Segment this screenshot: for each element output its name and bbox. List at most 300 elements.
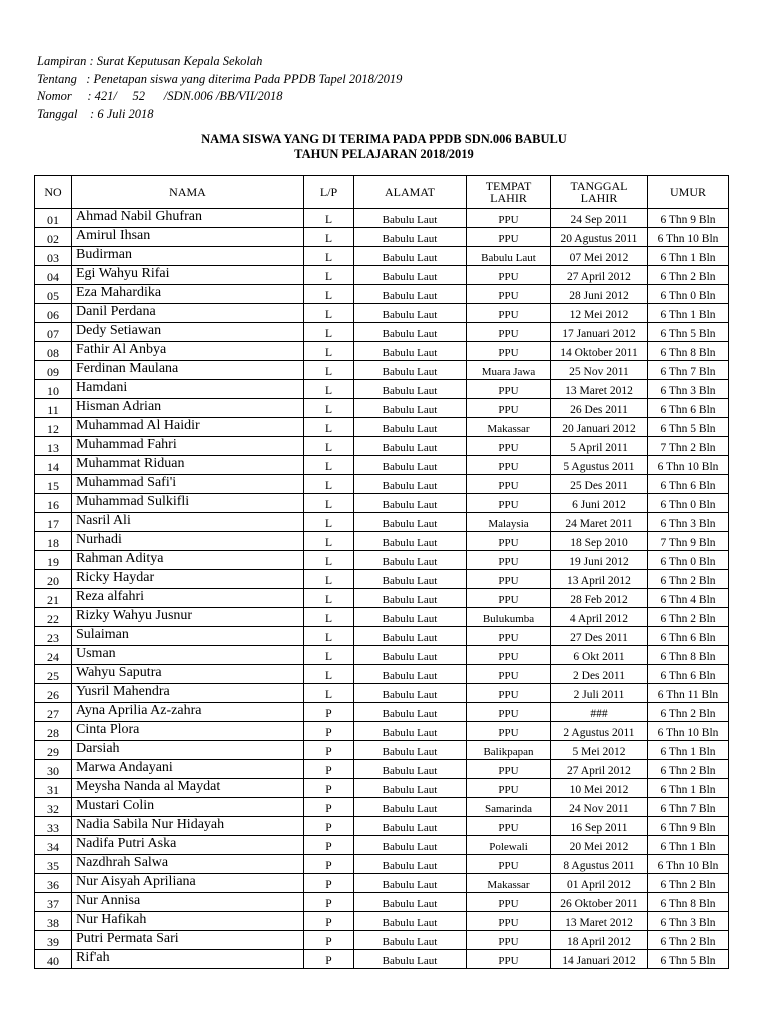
- student-age: 6 Thn 9 Bln: [648, 209, 729, 228]
- student-birthplace: Balikpapan: [467, 741, 551, 760]
- student-birthplace: PPU: [467, 323, 551, 342]
- student-address: Babulu Laut: [354, 684, 467, 703]
- table-row: [35, 855, 729, 874]
- student-gender: L: [304, 684, 354, 703]
- student-name: Nurhadi: [72, 532, 304, 551]
- student-address: Babulu Laut: [354, 779, 467, 798]
- student-birthdate: 24 Nov 2011: [551, 798, 648, 817]
- table-row: [35, 494, 729, 513]
- tanggal-line: Tanggal : 6 Juli 2018: [37, 106, 154, 121]
- header-lp: L/P: [304, 176, 354, 209]
- student-birthplace: PPU: [467, 760, 551, 779]
- table-row: [35, 285, 729, 304]
- student-age: 6 Thn 8 Bln: [648, 893, 729, 912]
- student-age: 6 Thn 2 Bln: [648, 703, 729, 722]
- student-no: 12: [35, 418, 72, 437]
- table-row: [35, 760, 729, 779]
- student-name: Wahyu Saputra: [72, 665, 304, 684]
- student-name: Muhammat Riduan: [72, 456, 304, 475]
- student-age: 6 Thn 2 Bln: [648, 570, 729, 589]
- student-address: Babulu Laut: [354, 266, 467, 285]
- student-gender: L: [304, 285, 354, 304]
- student-age: 6 Thn 1 Bln: [648, 304, 729, 323]
- student-birthdate: 18 Sep 2010: [551, 532, 648, 551]
- student-address: Babulu Laut: [354, 247, 467, 266]
- student-age: 6 Thn 3 Bln: [648, 380, 729, 399]
- student-gender: L: [304, 266, 354, 285]
- student-age: 7 Thn 9 Bln: [648, 532, 729, 551]
- student-no: 06: [35, 304, 72, 323]
- student-no: 02: [35, 228, 72, 247]
- student-birthdate: 2 Juli 2011: [551, 684, 648, 703]
- student-age: 6 Thn 6 Bln: [648, 627, 729, 646]
- student-name: Sulaiman: [72, 627, 304, 646]
- student-name: Ahmad Nabil Ghufran: [72, 209, 304, 228]
- student-address: Babulu Laut: [354, 399, 467, 418]
- student-age: 6 Thn 4 Bln: [648, 589, 729, 608]
- student-no: 11: [35, 399, 72, 418]
- student-birthdate: 01 April 2012: [551, 874, 648, 893]
- student-birthplace: PPU: [467, 912, 551, 931]
- student-no: 09: [35, 361, 72, 380]
- student-birthplace: PPU: [467, 627, 551, 646]
- student-address: Babulu Laut: [354, 380, 467, 399]
- table-row: [35, 912, 729, 931]
- student-no: 33: [35, 817, 72, 836]
- student-age: 6 Thn 1 Bln: [648, 779, 729, 798]
- table-row: [35, 323, 729, 342]
- student-address: Babulu Laut: [354, 551, 467, 570]
- table-row: [35, 437, 729, 456]
- nomor-line: Nomor : 421/ 52 /SDN.006 /BB/VII/2018: [37, 89, 283, 103]
- header-tanggal-lahir-line2: LAHIR: [580, 191, 618, 205]
- student-age: 6 Thn 8 Bln: [648, 342, 729, 361]
- student-name: Reza alfahri: [72, 589, 304, 608]
- table-row: [35, 893, 729, 912]
- student-no: 15: [35, 475, 72, 494]
- student-name: Nur Annisa: [72, 893, 304, 912]
- student-gender: L: [304, 342, 354, 361]
- student-name: Hamdani: [72, 380, 304, 399]
- student-address: Babulu Laut: [354, 475, 467, 494]
- student-age: 6 Thn 6 Bln: [648, 665, 729, 684]
- student-address: Babulu Laut: [354, 931, 467, 950]
- student-address: Babulu Laut: [354, 532, 467, 551]
- student-address: Babulu Laut: [354, 456, 467, 475]
- student-name: Muhammad Sulkifli: [72, 494, 304, 513]
- table-row: [35, 361, 729, 380]
- student-name: Meysha Nanda al Maydat: [72, 779, 304, 798]
- student-no: 07: [35, 323, 72, 342]
- student-no: 40: [35, 950, 72, 969]
- student-age: 6 Thn 10 Bln: [648, 855, 729, 874]
- student-no: 24: [35, 646, 72, 665]
- student-gender: L: [304, 532, 354, 551]
- student-birthdate: 5 Mei 2012: [551, 741, 648, 760]
- student-gender: P: [304, 741, 354, 760]
- document-header: [37, 53, 402, 123]
- tentang-line: Tentang : Penetapan siswa yang diterima Pada PPDB Tapel 2018/2019: [37, 71, 403, 86]
- student-name: Nadia Sabila Nur Hidayah: [72, 817, 304, 836]
- student-birthplace: Makassar: [467, 874, 551, 893]
- student-birthplace: PPU: [467, 684, 551, 703]
- student-birthplace: Polewali: [467, 836, 551, 855]
- student-gender: P: [304, 855, 354, 874]
- student-age: 6 Thn 10 Bln: [648, 456, 729, 475]
- student-no: 01: [35, 209, 72, 228]
- student-birthdate: 28 Juni 2012: [551, 285, 648, 304]
- student-address: Babulu Laut: [354, 893, 467, 912]
- student-no: 26: [35, 684, 72, 703]
- student-name: Ayna Aprilia Az-zahra: [72, 703, 304, 722]
- student-birthdate: 26 Oktober 2011: [551, 893, 648, 912]
- student-age: 6 Thn 3 Bln: [648, 912, 729, 931]
- student-birthplace: PPU: [467, 285, 551, 304]
- student-address: Babulu Laut: [354, 304, 467, 323]
- student-name: Budirman: [72, 247, 304, 266]
- student-birthplace: Muara Jawa: [467, 361, 551, 380]
- student-no: 21: [35, 589, 72, 608]
- student-age: 6 Thn 5 Bln: [648, 323, 729, 342]
- student-birthplace: PPU: [467, 399, 551, 418]
- table-row: [35, 627, 729, 646]
- student-age: 6 Thn 1 Bln: [648, 247, 729, 266]
- student-birthplace: PPU: [467, 266, 551, 285]
- student-birthplace: PPU: [467, 855, 551, 874]
- student-name: Darsiah: [72, 741, 304, 760]
- header-tempat-lahir: [467, 176, 551, 209]
- student-no: 29: [35, 741, 72, 760]
- student-age: 6 Thn 7 Bln: [648, 361, 729, 380]
- student-address: Babulu Laut: [354, 323, 467, 342]
- student-birthdate: 13 April 2012: [551, 570, 648, 589]
- student-address: Babulu Laut: [354, 741, 467, 760]
- student-age: 6 Thn 10 Bln: [648, 228, 729, 247]
- student-gender: P: [304, 703, 354, 722]
- student-address: Babulu Laut: [354, 817, 467, 836]
- table-row: [35, 684, 729, 703]
- student-birthdate: 24 Maret 2011: [551, 513, 648, 532]
- student-birthdate: 27 Des 2011: [551, 627, 648, 646]
- student-birthplace: PPU: [467, 950, 551, 969]
- document-subtitle: TAHUN PELAJARAN 2018/2019: [294, 147, 474, 161]
- student-no: 32: [35, 798, 72, 817]
- student-birthplace: Babulu Laut: [467, 247, 551, 266]
- student-name: Rif'ah: [72, 950, 304, 969]
- table-row: [35, 228, 729, 247]
- student-gender: L: [304, 665, 354, 684]
- student-no: 35: [35, 855, 72, 874]
- student-name: Nazdhrah Salwa: [72, 855, 304, 874]
- student-no: 10: [35, 380, 72, 399]
- table-row: [35, 304, 729, 323]
- student-address: Babulu Laut: [354, 627, 467, 646]
- student-address: Babulu Laut: [354, 418, 467, 437]
- student-birthdate: 8 Agustus 2011: [551, 855, 648, 874]
- student-name: Usman: [72, 646, 304, 665]
- student-no: 37: [35, 893, 72, 912]
- student-birthdate: 25 Nov 2011: [551, 361, 648, 380]
- header-alamat: ALAMAT: [354, 176, 467, 209]
- table-row: [35, 209, 729, 228]
- student-table: [34, 175, 729, 969]
- student-gender: L: [304, 551, 354, 570]
- student-gender: P: [304, 817, 354, 836]
- student-gender: P: [304, 779, 354, 798]
- student-birthdate: 25 Des 2011: [551, 475, 648, 494]
- student-birthdate: 5 Agustus 2011: [551, 456, 648, 475]
- student-birthdate: 18 April 2012: [551, 931, 648, 950]
- student-no: 03: [35, 247, 72, 266]
- student-name: Fathir Al Anbya: [72, 342, 304, 361]
- student-address: Babulu Laut: [354, 703, 467, 722]
- student-birthplace: Makassar: [467, 418, 551, 437]
- student-gender: P: [304, 836, 354, 855]
- student-address: Babulu Laut: [354, 361, 467, 380]
- student-name: Danil Perdana: [72, 304, 304, 323]
- student-gender: L: [304, 646, 354, 665]
- student-name: Egi Wahyu Rifai: [72, 266, 304, 285]
- student-name: Mustari Colin: [72, 798, 304, 817]
- student-age: 6 Thn 5 Bln: [648, 950, 729, 969]
- student-birthdate: 20 Agustus 2011: [551, 228, 648, 247]
- student-gender: L: [304, 456, 354, 475]
- table-row: [35, 418, 729, 437]
- table-row: [35, 608, 729, 627]
- student-birthdate: 6 Okt 2011: [551, 646, 648, 665]
- student-birthplace: PPU: [467, 228, 551, 247]
- student-gender: L: [304, 380, 354, 399]
- student-birthdate: 07 Mei 2012: [551, 247, 648, 266]
- student-birthdate: ###: [551, 703, 648, 722]
- student-no: 14: [35, 456, 72, 475]
- table-row: [35, 779, 729, 798]
- table-row: [35, 532, 729, 551]
- table-row: [35, 665, 729, 684]
- table-row: [35, 646, 729, 665]
- student-gender: L: [304, 323, 354, 342]
- student-no: 08: [35, 342, 72, 361]
- student-age: 6 Thn 0 Bln: [648, 551, 729, 570]
- header-no: NO: [35, 176, 72, 209]
- student-birthdate: 20 Januari 2012: [551, 418, 648, 437]
- student-birthdate: 12 Mei 2012: [551, 304, 648, 323]
- student-age: 6 Thn 2 Bln: [648, 608, 729, 627]
- student-birthdate: 10 Mei 2012: [551, 779, 648, 798]
- student-birthplace: PPU: [467, 209, 551, 228]
- table-header-row: [35, 176, 729, 209]
- student-birthplace: PPU: [467, 817, 551, 836]
- student-address: Babulu Laut: [354, 494, 467, 513]
- student-birthdate: 2 Des 2011: [551, 665, 648, 684]
- student-name: Cinta Plora: [72, 722, 304, 741]
- student-name: Nur Aisyah Apriliana: [72, 874, 304, 893]
- student-address: Babulu Laut: [354, 228, 467, 247]
- table-row: [35, 513, 729, 532]
- student-address: Babulu Laut: [354, 589, 467, 608]
- student-no: 18: [35, 532, 72, 551]
- student-birthplace: PPU: [467, 342, 551, 361]
- student-birthdate: 27 April 2012: [551, 760, 648, 779]
- student-birthdate: 28 Feb 2012: [551, 589, 648, 608]
- student-birthdate: 24 Sep 2011: [551, 209, 648, 228]
- student-age: 6 Thn 0 Bln: [648, 285, 729, 304]
- student-age: 6 Thn 3 Bln: [648, 513, 729, 532]
- student-age: 6 Thn 9 Bln: [648, 817, 729, 836]
- student-birthdate: 4 April 2012: [551, 608, 648, 627]
- student-gender: P: [304, 874, 354, 893]
- student-age: 6 Thn 6 Bln: [648, 475, 729, 494]
- student-no: 36: [35, 874, 72, 893]
- student-age: 6 Thn 6 Bln: [648, 399, 729, 418]
- student-name: Ferdinan Maulana: [72, 361, 304, 380]
- student-gender: P: [304, 798, 354, 817]
- student-no: 05: [35, 285, 72, 304]
- student-gender: P: [304, 893, 354, 912]
- student-birthplace: PPU: [467, 570, 551, 589]
- student-gender: L: [304, 361, 354, 380]
- table-row: [35, 741, 729, 760]
- student-no: 34: [35, 836, 72, 855]
- student-birthdate: 26 Des 2011: [551, 399, 648, 418]
- student-birthplace: PPU: [467, 304, 551, 323]
- student-address: Babulu Laut: [354, 950, 467, 969]
- student-birthdate: 6 Juni 2012: [551, 494, 648, 513]
- student-address: Babulu Laut: [354, 285, 467, 304]
- student-gender: P: [304, 950, 354, 969]
- student-birthdate: 13 Maret 2012: [551, 912, 648, 931]
- header-tempat-lahir-line2: LAHIR: [490, 191, 527, 205]
- student-gender: L: [304, 570, 354, 589]
- student-birthplace: PPU: [467, 589, 551, 608]
- student-gender: L: [304, 608, 354, 627]
- student-age: 6 Thn 2 Bln: [648, 931, 729, 950]
- student-no: 25: [35, 665, 72, 684]
- student-address: Babulu Laut: [354, 855, 467, 874]
- student-age: 6 Thn 2 Bln: [648, 874, 729, 893]
- student-no: 39: [35, 931, 72, 950]
- student-birthdate: 13 Maret 2012: [551, 380, 648, 399]
- student-no: 04: [35, 266, 72, 285]
- student-name: Dedy Setiawan: [72, 323, 304, 342]
- student-birthplace: PPU: [467, 456, 551, 475]
- student-no: 13: [35, 437, 72, 456]
- student-address: Babulu Laut: [354, 342, 467, 361]
- student-age: 6 Thn 1 Bln: [648, 836, 729, 855]
- student-birthdate: 14 Januari 2012: [551, 950, 648, 969]
- student-name: Eza Mahardika: [72, 285, 304, 304]
- student-birthplace: PPU: [467, 665, 551, 684]
- student-birthplace: PPU: [467, 722, 551, 741]
- student-name: Muhammad Safi'i: [72, 475, 304, 494]
- student-address: Babulu Laut: [354, 798, 467, 817]
- student-gender: L: [304, 627, 354, 646]
- student-birthdate: 5 April 2011: [551, 437, 648, 456]
- student-gender: L: [304, 418, 354, 437]
- table-row: [35, 570, 729, 589]
- student-address: Babulu Laut: [354, 665, 467, 684]
- student-no: 30: [35, 760, 72, 779]
- student-birthplace: Samarinda: [467, 798, 551, 817]
- student-gender: P: [304, 931, 354, 950]
- table-row: [35, 589, 729, 608]
- student-no: 20: [35, 570, 72, 589]
- student-no: 23: [35, 627, 72, 646]
- student-birthplace: PPU: [467, 532, 551, 551]
- student-age: 6 Thn 1 Bln: [648, 741, 729, 760]
- student-name: Amirul Ihsan: [72, 228, 304, 247]
- student-age: 6 Thn 2 Bln: [648, 266, 729, 285]
- student-no: 19: [35, 551, 72, 570]
- student-address: Babulu Laut: [354, 760, 467, 779]
- header-tanggal-lahir: [551, 176, 648, 209]
- table-row: [35, 817, 729, 836]
- student-gender: L: [304, 209, 354, 228]
- student-gender: P: [304, 760, 354, 779]
- student-name: Nasril Ali: [72, 513, 304, 532]
- student-no: 17: [35, 513, 72, 532]
- table-row: [35, 703, 729, 722]
- student-address: Babulu Laut: [354, 646, 467, 665]
- student-address: Babulu Laut: [354, 722, 467, 741]
- student-address: Babulu Laut: [354, 874, 467, 893]
- table-row: [35, 247, 729, 266]
- student-birthdate: 2 Agustus 2011: [551, 722, 648, 741]
- student-name: Hisman Adrian: [72, 399, 304, 418]
- student-age: 6 Thn 8 Bln: [648, 646, 729, 665]
- student-name: Muhammad Al Haidir: [72, 418, 304, 437]
- header-umur: UMUR: [648, 176, 729, 209]
- student-no: 22: [35, 608, 72, 627]
- student-birthdate: 17 Januari 2012: [551, 323, 648, 342]
- student-birthplace: Malaysia: [467, 513, 551, 532]
- student-birthplace: PPU: [467, 893, 551, 912]
- student-age: 6 Thn 0 Bln: [648, 494, 729, 513]
- table-row: [35, 342, 729, 361]
- student-name: Ricky Haydar: [72, 570, 304, 589]
- student-address: Babulu Laut: [354, 513, 467, 532]
- header-nama: NAMA: [72, 176, 304, 209]
- student-name: Rizky Wahyu Jusnur: [72, 608, 304, 627]
- student-no: 31: [35, 779, 72, 798]
- table-row: [35, 836, 729, 855]
- student-address: Babulu Laut: [354, 608, 467, 627]
- student-gender: L: [304, 437, 354, 456]
- student-address: Babulu Laut: [354, 437, 467, 456]
- table-row: [35, 950, 729, 969]
- table-row: [35, 266, 729, 285]
- student-birthplace: PPU: [467, 646, 551, 665]
- student-gender: L: [304, 304, 354, 323]
- student-name: Rahman Aditya: [72, 551, 304, 570]
- student-gender: L: [304, 228, 354, 247]
- student-no: 28: [35, 722, 72, 741]
- table-row: [35, 456, 729, 475]
- student-address: Babulu Laut: [354, 836, 467, 855]
- student-name: Yusril Mahendra: [72, 684, 304, 703]
- student-no: 16: [35, 494, 72, 513]
- student-birthplace: PPU: [467, 779, 551, 798]
- student-birthdate: 20 Mei 2012: [551, 836, 648, 855]
- table-row: [35, 551, 729, 570]
- student-gender: L: [304, 589, 354, 608]
- document-title: NAMA SISWA YANG DI TERIMA PADA PPDB SDN.006 BABULU: [201, 132, 567, 146]
- header-tempat-lahir-line1: TEMPAT: [485, 179, 532, 193]
- student-no: 38: [35, 912, 72, 931]
- student-gender: L: [304, 399, 354, 418]
- student-birthplace: Bulukumba: [467, 608, 551, 627]
- student-name: Nur Hafikah: [72, 912, 304, 931]
